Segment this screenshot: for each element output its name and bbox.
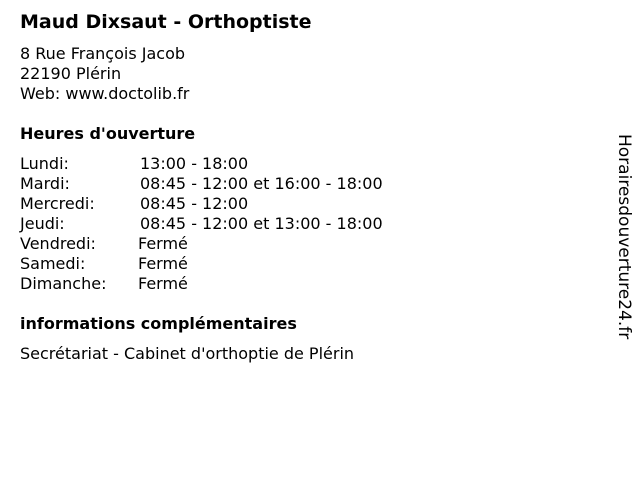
time-value: 13:00 - 18:00 xyxy=(140,154,249,173)
business-name: Maud Dixsaut - Orthoptiste xyxy=(20,11,312,33)
time-value: 08:45 - 12:00 et 13:00 - 18:00 xyxy=(140,214,383,233)
time-value: Fermé xyxy=(138,254,188,273)
time-value: 08:45 - 12:00 et 16:00 - 18:00 xyxy=(140,174,383,193)
day-label: Samedi: xyxy=(20,254,86,273)
address-street: 8 Rue François Jacob xyxy=(20,44,186,63)
address-block xyxy=(20,44,189,104)
time-value: Fermé xyxy=(138,234,188,253)
opening-hours-heading: Heures d'ouverture xyxy=(20,124,196,143)
address-city: 22190 Plérin xyxy=(20,64,122,83)
additional-info-heading: informations complémentaires xyxy=(20,314,297,333)
day-label: Dimanche: xyxy=(20,274,107,293)
day-label: Jeudi: xyxy=(20,214,65,233)
day-label: Mercredi: xyxy=(20,194,95,213)
time-value: Fermé xyxy=(138,274,188,293)
day-label: Lundi: xyxy=(20,154,69,173)
time-value: 08:45 - 12:00 xyxy=(140,194,249,213)
day-label: Vendredi: xyxy=(20,234,96,253)
site-watermark: Horairesdouverture24.fr xyxy=(614,134,634,340)
day-label: Mardi: xyxy=(20,174,70,193)
additional-info-text: Secrétariat - Cabinet d'orthoptie de Plérin xyxy=(20,344,355,363)
website-line: Web: www.doctolib.fr xyxy=(20,84,190,103)
